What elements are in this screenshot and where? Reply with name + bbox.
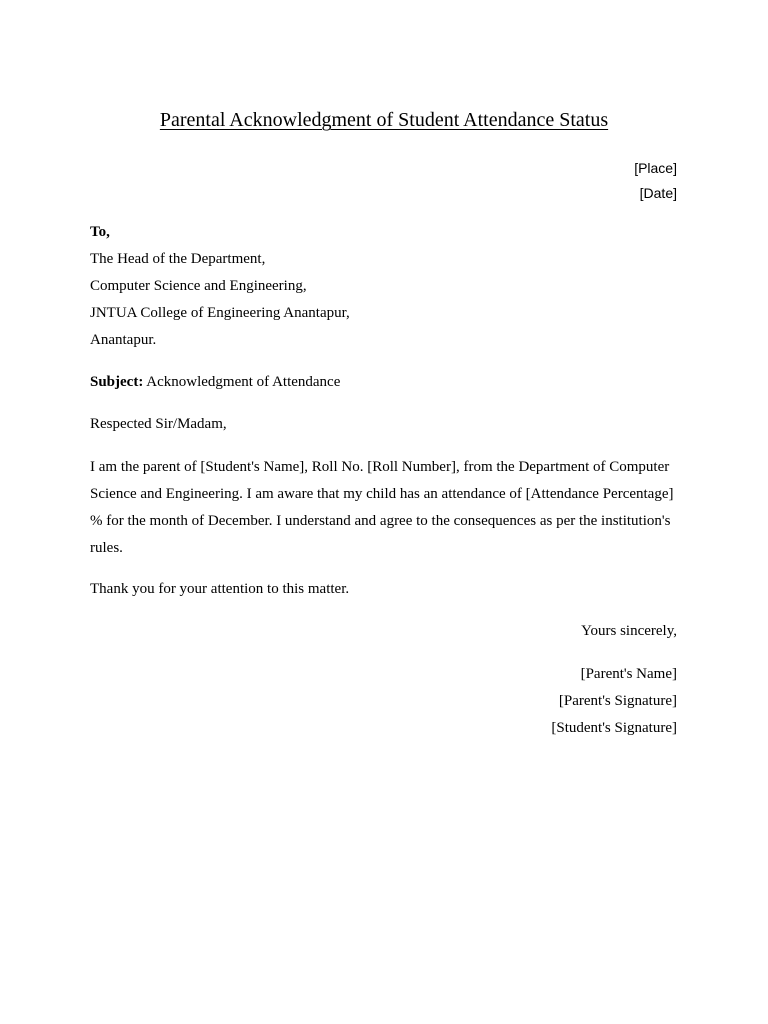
document-title: [0, 106, 768, 134]
document-title-text: Parental Acknowledgment of Student Attendance Status: [159, 109, 609, 131]
subject-text: Acknowledgment of Attendance: [146, 374, 341, 390]
recipient-line: JNTUA College of Engineering Anantapur,: [90, 305, 350, 321]
recipient-to: To,: [90, 224, 110, 240]
place-placeholder: [Place]: [634, 160, 677, 176]
body-line: Science and Engineering. I am aware that my child has an attendance of [Attendance Percentage]: [90, 486, 674, 502]
parent-signature-placeholder: [Parent's Signature]: [558, 693, 677, 709]
date-placeholder: [Date]: [639, 185, 677, 201]
body-line: rules.: [90, 540, 123, 556]
place-date-block: [634, 156, 677, 206]
subject-label: Subject:: [90, 374, 144, 390]
student-signature-placeholder: [Student's Signature]: [551, 720, 677, 736]
signature-block: [551, 661, 677, 742]
body-paragraph: [90, 454, 680, 562]
recipient-line: Anantapur.: [90, 332, 157, 348]
parent-name-placeholder: [Parent's Name]: [580, 666, 677, 682]
recipient-address: [90, 219, 680, 354]
closing: Yours sincerely,: [581, 623, 677, 639]
salutation: Respected Sir/Madam,: [90, 416, 227, 432]
subject-line: [90, 369, 680, 396]
body-line: I am the parent of [Student's Name], Roll No. [Roll Number], from the Department of Computer: [90, 459, 670, 475]
thanks-line: Thank you for your attention to this matter.: [90, 581, 350, 597]
body-line: % for the month of December. I understand and agree to the consequences as per the institution's: [90, 513, 671, 529]
recipient-line: The Head of the Department,: [90, 251, 266, 267]
recipient-line: Computer Science and Engineering,: [90, 278, 307, 294]
